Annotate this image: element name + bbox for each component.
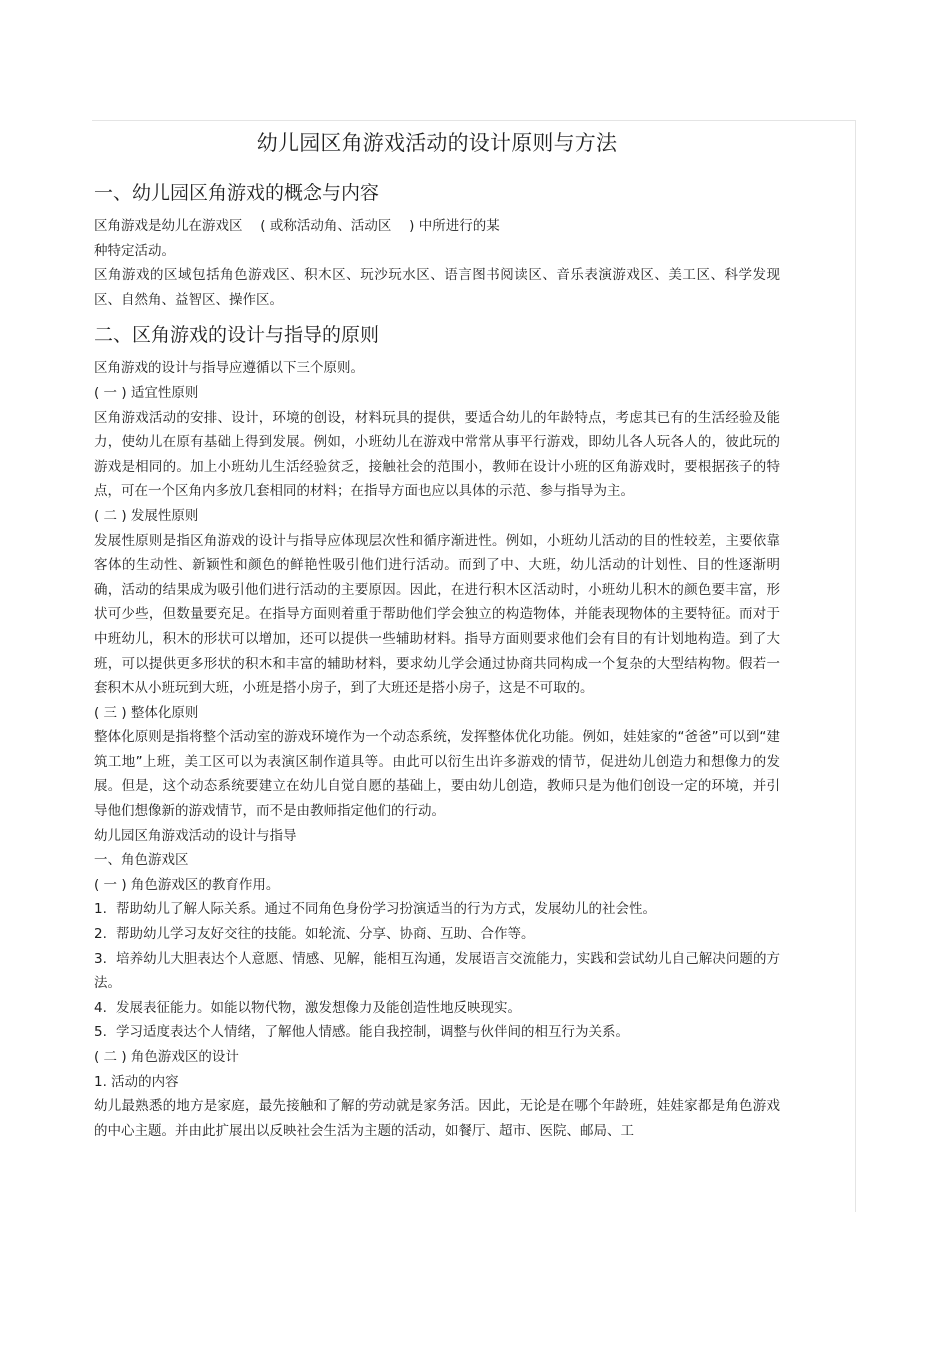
activity-content-label: 1. 活动的内容 (94, 1073, 179, 1090)
design-guidance-heading: 幼儿园区角游戏活动的设计与指导 (94, 827, 297, 844)
principles-intro: 区角游戏的设计与指导应遵循以下三个原则。 (94, 360, 364, 377)
design-label: ( 二 ) 角色游戏区的设计 (94, 1049, 239, 1065)
principle-2-label: ( 二 ) 发展性原则 (94, 507, 199, 524)
principle-1-text: 区角游戏活动的安排、设计，环境的创设，材料玩具的提供，要适合幼儿的年龄特点，考虑其已有的生活经验及能力，使幼儿在原有基础上得到发展。例如，小班幼儿在游戏中常常从事平行游戏，即幼儿各人玩各人的，彼此玩的游戏是相同的。加上小班幼儿生活经验贫乏，接触社会的范围小，教师在设计小班的区角游戏时，要根据孩子的特点，可在一个区角内多放几套相同的材料；在指导方面也应以具体的示范、参与指导为主。 (94, 409, 780, 500)
list-item (94, 922, 780, 947)
list-item-number: 1. (94, 901, 107, 918)
section-heading-concept: 一、幼儿园区角游戏的概念与内容 (94, 182, 380, 204)
role-play-area-heading: 一、角色游戏区 (94, 852, 189, 869)
educational-role-label: ( 一 ) 角色游戏区的教育作用。 (94, 876, 280, 893)
list-item (94, 996, 780, 1021)
list-item (94, 1020, 780, 1045)
concept-paragraph-line1: 区角游戏是幼儿在游戏区 ( 或称活动角、活动区 ) 中所进行的某 (94, 218, 500, 234)
principle-3-label: ( 三 ) 整体化原则 (94, 704, 199, 721)
section-heading-principles: 二、区角游戏的设计与指导的原则 (94, 324, 380, 347)
list-item-number: 4. (94, 999, 107, 1016)
principle-3-text: 整体化原则是指将整个活动室的游戏环境作为一个动态系统，发挥整体优化功能。例如，娃娃家的“爸爸”可以到“建筑工地”上班，美工区可以为表演区制作道具等。由此可以衍生出许多游戏的情节，促进幼儿创造力和想像力的发展。但是，这个动态系统要建立在幼儿自觉自愿的基础上，要由幼儿创造，教师只是为他们创设一定的环境，并引导他们想像新的游戏情节，而不是由教师指定他们的行动。 (94, 729, 780, 820)
list-item-number: 3. (94, 950, 107, 967)
principle-2-text: 发展性原则是指区角游戏的设计与指导应体现层次性和循序渐进性。例如，小班幼儿活动的目的性较差，主要依靠客体的生动性、新颖性和颜色的鲜艳性吸引他们进行活动。而到了中、大班，幼儿活动的计划性、目的性逐渐明确，活动的结果成为吸引他们进行活动的主要原因。因此，在进行积木区活动时，小班幼儿积木的颜色要丰富，形状可少些，但数量要充足。在指导方面则着重于帮助他们学会独立的构造物体，并能表现物体的主要特征。而对于中班幼儿，积木的形状可以增加，还可以提供一些辅助材料。指导方面则要求他们会有目的有计划地构造。到了大班，可以提供更多形状的积木和丰富的辅助材料，要求幼儿学会通过协商共同构成一个复杂的大型结构物。假若一套积木从小班玩到大班，小班是搭小房子，到了大班还是搭小房子，这是不可取的。 (94, 532, 780, 697)
areas-paragraph: 区角游戏的区域包括角色游戏区、积木区、玩沙玩水区、语言图书阅读区、音乐表演游戏区、美工区、科学发现区、自然角、益智区、操作区。 (94, 267, 780, 308)
list-item-number: 5. (94, 1024, 107, 1041)
list-item-text: 发展表征能力。如能以物代物，激发想像力及能创造性地反映现实。 (116, 999, 521, 1016)
list-item-text: 培养幼儿大胆表达个人意愿、情感、见解，能相互沟通，发展语言交流能力，实践和尝试幼儿自己解决问题的方法。 (94, 950, 780, 992)
list-item-number: 2. (94, 926, 107, 943)
document-body (94, 124, 780, 1210)
concept-paragraph-line2: 种特定活动。 (94, 242, 175, 259)
list-item (94, 897, 780, 922)
principle-1-label: ( 一 ) 适宜性原则 (94, 384, 199, 401)
list-item-text: 学习适度表达个人情绪，了解他人情感。能自我控制，调整与伙伴间的相互行为关系。 (116, 1024, 629, 1041)
list-item (94, 947, 780, 996)
activity-content-text: 幼儿最熟悉的地方是家庭，最先接触和了解的劳动就是家务活。因此，无论是在哪个年龄班，娃娃家都是角色游戏的中心主题。并由此扩展出以反映社会生活为主题的活动，如餐厅、超市、医院、邮局、工 (94, 1098, 780, 1139)
list-item-text: 帮助幼儿学习友好交往的技能。如轮流、分享、协商、互助、合作等。 (116, 926, 535, 943)
list-item-text: 帮助幼儿了解人际关系。通过不同角色身份学习扮演适当的行为方式，发展幼儿的社会性。 (116, 901, 656, 918)
document-title: 幼儿园区角游戏活动的设计原则与方法 (256, 131, 618, 155)
